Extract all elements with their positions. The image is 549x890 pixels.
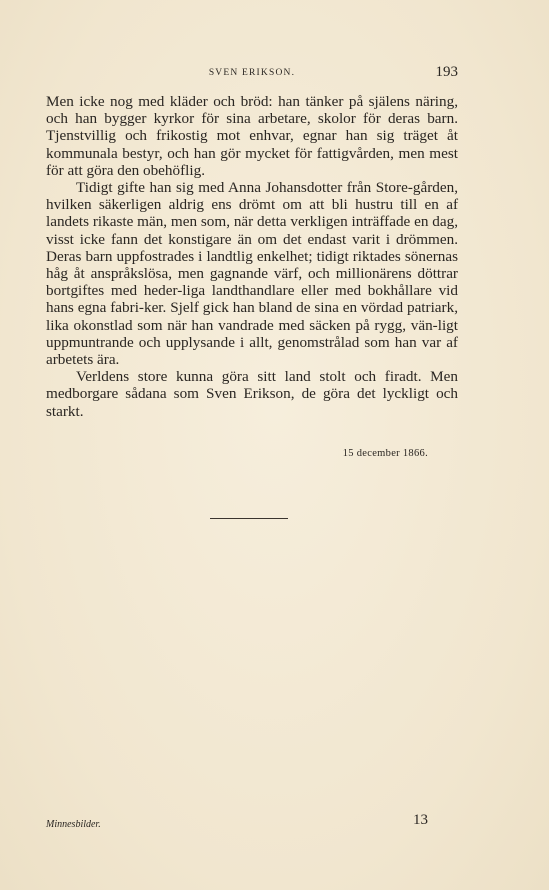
page-number: 193 xyxy=(435,64,458,80)
signature-number: 13 xyxy=(413,812,428,828)
section-divider xyxy=(210,518,288,519)
paragraph: Men icke nog med kläder och bröd: han tänker på själens näring, och han bygger kyrkor för sina arbetare, skolor för deras barn. Tjenstvillig och frikostig mot enhvar, egnar han sig träget åt kommunala bestyr, och han gör mycket för fattigvården, men mest för att göra den obehöflig. xyxy=(46,93,458,179)
paragraph: Tidigt gifte han sig med Anna Johansdotter från Store-gården, hvilken säkerligen aldrig ens drömt om att bli hustru till en af landets rikaste män, men som, när detta verkligen inträffade en dag, visst icke fann det konstigare än om det endast varit i drömmen. Deras barn uppfostrades i landtlig enkelhet; tidigt riktades sönernas håg åt anspråkslösa, men gagnande värf, och millionärens döttrar bortgiftes med heder-liga landthandlare eller med bokhållare vid hans egna fabri-ker. Sjelf gick han bland de sina en vördad patriark, lika okonstlad som när han vandrade med säcken på rygg, vän-ligt uppmuntrande och upplysande i allt, genomstrålad som han var af arbetets ära. xyxy=(46,179,458,369)
dateline: 15 december 1866. xyxy=(342,448,428,459)
printer-signature: Minnesbilder. xyxy=(46,819,101,830)
body-text xyxy=(46,93,458,420)
paragraph: Verldens store kunna göra sitt land stolt och firadt. Men medborgare sådana som Sven Erikson, de göra det lyckligt och starkt. xyxy=(46,368,458,420)
running-head xyxy=(46,64,458,84)
running-title: SVEN ERIKSON. xyxy=(208,68,296,78)
